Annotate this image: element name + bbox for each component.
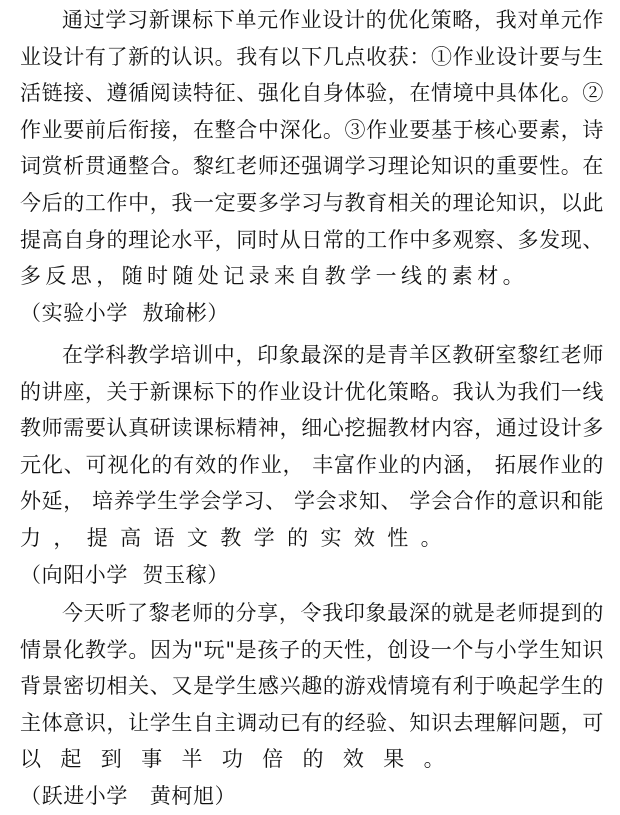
paragraph-2-signature: （向阳小学 贺玉稼） (20, 562, 229, 587)
reflection-paragraph-3 (20, 595, 604, 815)
paragraph-1-body: 通过学习新课标下单元作业设计的优化策略，我对单元作业设计有了新的认识。我有以下几点收获：①作业设计要与生活链接、遵循阅读特征、强化自身体验，在情境中具体化。②作业要前后衔接，在整合中深化。③作业要基于核心要素，诗词赏析贯通整合。黎红老师还强调学习理论知识的重要性。在今后的工作中，我一定要多学习与教育相关的理论知识，以此提高自身的理论水平，同时从日常的工作中多观察、多发现、多反思，随时随处记录来自教学一线的素材。 (20, 8, 604, 289)
paragraph-1-signature: （实验小学 敖瑜彬） (20, 300, 229, 325)
reflection-paragraph-2 (20, 337, 604, 593)
paragraph-2-body: 在学科教学培训中，印象最深的是青羊区教研室黎红老师的讲座，关于新课标下的作业设计优化策略。我认为我们一线教师需要认真研读课标精神，细心挖掘教材内容，通过设计多元化、可视化的有效的作业， 丰富作业的内涵， 拓展作业的外延， 培养学生学会学习、 学会求知、 学会合作的意识和能力，提高语文教学的实效性。 (20, 343, 604, 550)
paragraph-3-body: 今天听了黎老师的分享，令我印象最深的就是老师提到的情景化教学。因为"玩"是孩子的天性，创设一个与小学生知识背景密切相关、又是学生感兴趣的游戏情境有利于唤起学生的主体意识，让学生自主调动已有的经验、知识去理解问题，可以起到事半功倍的效果。 (20, 601, 604, 772)
paragraph-3-signature: （跃进小学 黄柯旭） (20, 783, 237, 808)
reflection-paragraph-1 (20, 2, 604, 331)
